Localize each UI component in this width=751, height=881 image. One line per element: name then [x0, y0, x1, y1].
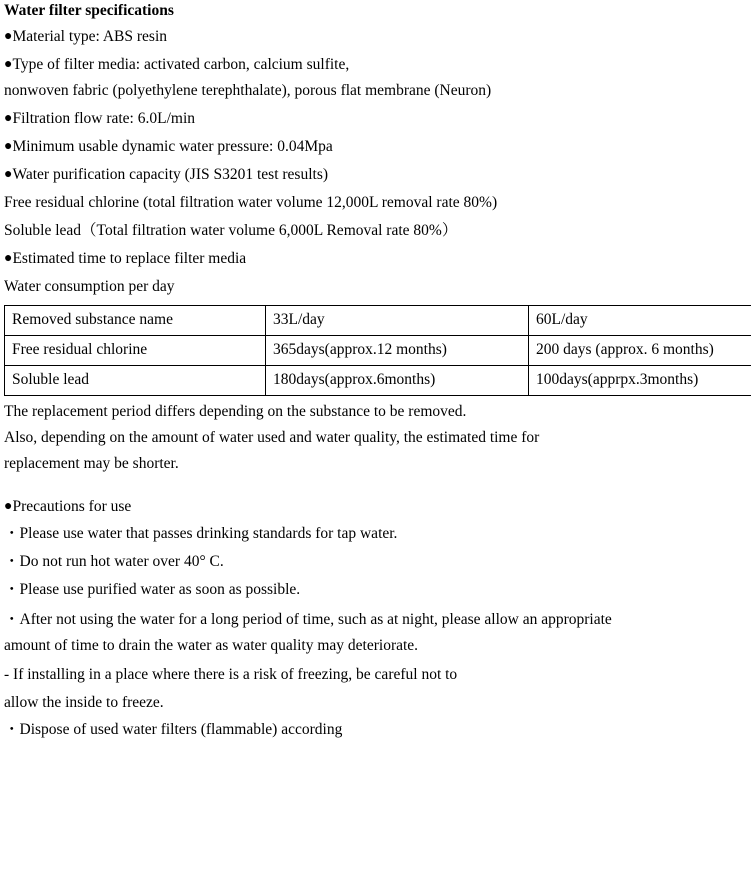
table-cell-33l: 365days(approx.12 months) [266, 335, 529, 365]
table-header-cell-60l: 60L/day [529, 305, 751, 335]
section-spacer [4, 475, 749, 497]
table-cell-substance: Free residual chlorine [5, 335, 266, 365]
middle-dot-icon: ・ [4, 525, 20, 542]
freezing-note: - If installing in a place where there is a risk of freezing, be careful not to [4, 664, 749, 686]
table-cell-substance: Soluble lead [5, 365, 266, 395]
table-row [5, 365, 751, 395]
spec-bullet-capacity-text: Water purification capacity (JIS S3201 test results) [12, 166, 328, 183]
note-usage-amount: Also, depending on the amount of water used and water quality, the estimated time for [4, 426, 749, 450]
middle-dot-icon: ・ [4, 581, 20, 598]
freezing-note-cont: allow the inside to freeze. [4, 692, 749, 714]
table-cell-60l: 100days(apprpx.3months) [529, 365, 751, 395]
capacity-lead-line: Soluble lead（Total filtration water volume 6,000L Removal rate 80%） [4, 221, 749, 242]
disposal-note-text: Dispose of used water filters (flammable) according [20, 721, 343, 738]
bullet-icon: ● [4, 167, 12, 182]
bullet-icon: ● [4, 29, 12, 44]
bullet-icon: ● [4, 499, 12, 514]
note-replacement-differs: The replacement period differs depending on the substance to be removed. [4, 400, 749, 423]
spec-bullet-media-text: Type of filter media: activated carbon, calcium sulfite, [12, 56, 349, 73]
precaution-long-note-text: After not using the water for a long period of time, such as at night, please allow an appropriate [20, 611, 612, 628]
page-title: Water filter specifications [4, 2, 749, 21]
document-page [0, 2, 751, 741]
spec-bullet-pressure-text: Minimum usable dynamic water pressure: 0.04Mpa [12, 138, 332, 155]
media-continuation-line: nonwoven fabric (polyethylene terephthalate), porous flat membrane (Neuron) [4, 81, 749, 102]
table-header-row [5, 305, 751, 335]
middle-dot-icon: ・ [4, 553, 20, 570]
spec-bullet-flow-rate [4, 109, 749, 130]
middle-dot-icon: ・ [4, 721, 20, 738]
capacity-chlorine-line: Free residual chlorine (total filtration water volume 12,000L removal rate 80%) [4, 193, 749, 214]
precaution-item-text: Please use purified water as soon as possible. [20, 581, 301, 598]
bullet-icon: ● [4, 111, 12, 126]
spec-bullet-flow-rate-text: Filtration flow rate: 6.0L/min [12, 110, 195, 127]
note-usage-amount-cont: replacement may be shorter. [4, 452, 749, 475]
spec-bullet-material-text: Material type: ABS resin [12, 28, 167, 45]
spec-bullet-pressure [4, 137, 749, 158]
table-header-cell-substance: Removed substance name [5, 305, 266, 335]
table-row [5, 335, 751, 365]
bullet-icon: ● [4, 139, 12, 154]
precaution-item [4, 580, 749, 601]
bullet-icon: ● [4, 251, 12, 266]
bullet-icon: ● [4, 57, 12, 72]
disposal-note [4, 720, 749, 741]
precaution-item-text: Do not run hot water over 40° C. [20, 553, 224, 570]
table-cell-60l: 200 days (approx. 6 months) [529, 335, 751, 365]
table-cell-33l: 180days(approx.6months) [266, 365, 529, 395]
spec-bullet-capacity [4, 165, 749, 186]
precaution-long-note [4, 608, 749, 631]
spec-bullet-replacement-text: Estimated time to replace filter media [12, 250, 246, 267]
precaution-item [4, 524, 749, 545]
precautions-heading [4, 497, 749, 518]
middle-dot-icon: ・ [4, 611, 20, 628]
spec-bullet-material [4, 27, 749, 48]
precaution-item-text: Please use water that passes drinking standards for tap water. [20, 525, 398, 542]
precautions-heading-text: Precautions for use [12, 498, 131, 515]
precaution-item [4, 552, 749, 573]
precaution-long-note-cont: amount of time to drain the water as water quality may deteriorate. [4, 635, 749, 657]
spec-bullet-replacement [4, 249, 749, 270]
spec-bullet-media [4, 55, 749, 76]
table-header-cell-33l: 33L/day [266, 305, 529, 335]
replacement-period-table [4, 305, 751, 396]
water-consumption-label: Water consumption per day [4, 277, 749, 298]
